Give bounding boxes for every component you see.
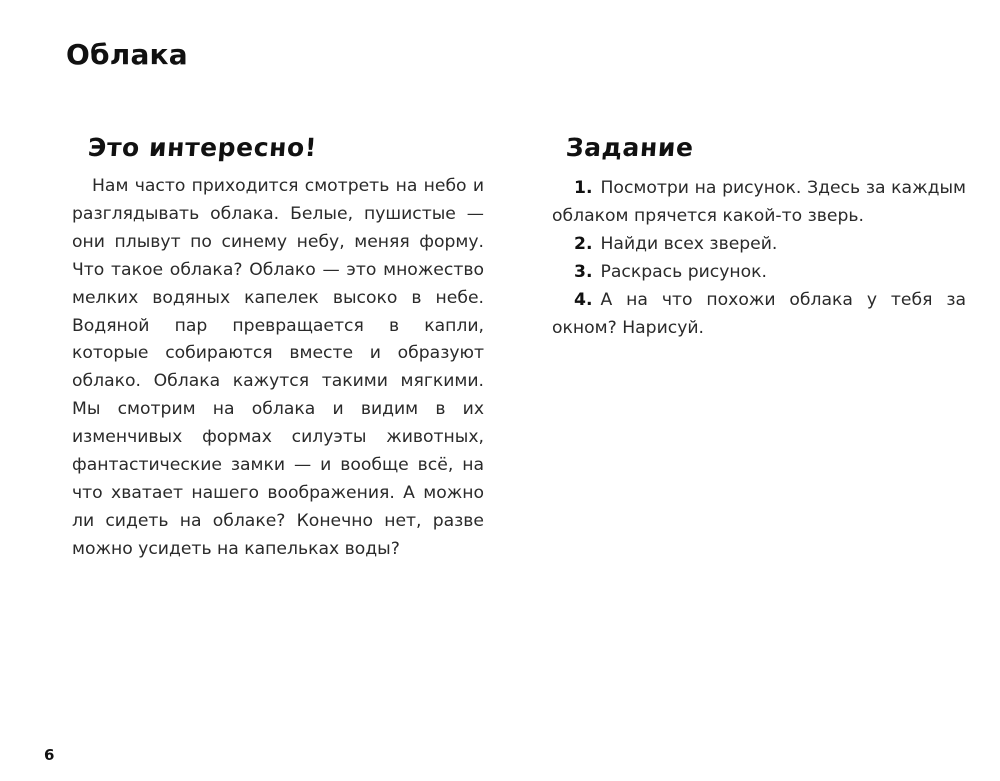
page-title: Облака (66, 38, 188, 71)
task-number: 3. (574, 262, 593, 282)
task-text: Раскрась рисунок. (600, 262, 768, 282)
task-item-3 (552, 258, 966, 286)
task-heading: Задание (564, 133, 695, 162)
task-item-1 (552, 174, 966, 230)
task-text: А на что похожи облака у тебя за окном? Нарисуй. (552, 290, 966, 338)
task-text: Найди всех зверей. (600, 234, 778, 254)
interesting-paragraph: Нам часто приходится смотреть на небо и разглядывать облака. Белые, пушистые — они плывут по синему небу, меняя форму. Что такое облака? Облако — это множество мелких водяных капелек высоко в небе. Водяной пар превращается в капли, которые собираются вместе и образуют облако. Облака кажутся такими мягкими. Мы смотрим на облака и видим в их изменчивых формах силуэты животных, фантастические замки — и вообще всё, на что хватает нашего воображения. А можно ли сидеть на облаке? Конечно нет, разве можно усидеть на капельках воды? (72, 176, 484, 559)
task-number: 1. (574, 178, 593, 198)
interesting-heading: Это интересно! (86, 133, 318, 162)
task-item-4 (552, 286, 966, 342)
task-text: Посмотри на рисунок. Здесь за каждым облаком прячется какой-то зверь. (552, 178, 966, 226)
task-list (552, 174, 966, 342)
page-number: 6 (44, 746, 55, 764)
task-item-2 (552, 230, 966, 258)
task-number: 2. (574, 234, 593, 254)
task-number: 4. (574, 290, 593, 310)
